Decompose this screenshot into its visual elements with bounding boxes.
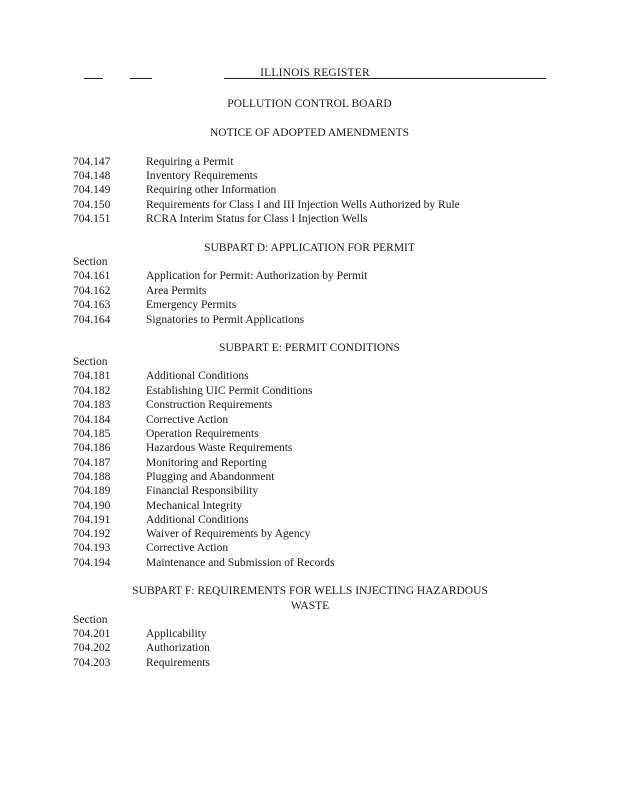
section-row: [73, 627, 553, 641]
section-row: [73, 369, 553, 383]
section-title: Applicability: [146, 628, 207, 640]
section-row: [73, 384, 553, 398]
section-row: [73, 556, 553, 570]
section-row: [73, 284, 553, 298]
section-title: Construction Requirements: [146, 399, 273, 411]
section-number: 704.201: [73, 628, 111, 640]
section-title: Application for Permit: Authorization by Permit: [146, 270, 368, 282]
section-title: Requirements for Class I and III Injection Wells Authorized by Rule: [146, 199, 460, 211]
section-title: Additional Conditions: [146, 370, 249, 382]
section-number: 704.203: [73, 657, 111, 669]
section-row: [73, 298, 553, 312]
section-number: 704.147: [73, 156, 111, 168]
section-number: 704.188: [73, 471, 111, 483]
section-number: 704.193: [73, 542, 111, 554]
section-title: Area Permits: [146, 285, 207, 297]
section-number: 704.183: [73, 399, 111, 411]
section-number: 704.194: [73, 557, 111, 569]
section-row: [73, 499, 553, 513]
subpart-f-heading: [110, 584, 510, 614]
section-title: Signatories to Permit Applications: [146, 314, 305, 326]
section-number: 704.163: [73, 299, 111, 311]
section-number: 704.191: [73, 514, 111, 526]
section-row: [73, 656, 553, 670]
section-title: Waiver of Requirements by Agency: [146, 528, 311, 540]
subpart-f-heading-line: WASTE: [290, 600, 330, 612]
section-row: [73, 169, 553, 183]
section-number: 704.162: [73, 285, 111, 297]
section-row: [73, 441, 553, 455]
section-row: [73, 641, 553, 655]
section-title: Corrective Action: [146, 542, 229, 554]
section-row: [73, 541, 553, 555]
notice-title: NOTICE OF ADOPTED AMENDMENTS: [209, 127, 410, 139]
section-row: [73, 513, 553, 527]
section-number: 704.190: [73, 500, 111, 512]
section-title: Operation Requirements: [146, 428, 259, 440]
section-number: 704.164: [73, 314, 111, 326]
section-title: Additional Conditions: [146, 514, 249, 526]
section-number: 704.184: [73, 414, 111, 426]
section-row: [73, 484, 553, 498]
section-number: 704.182: [73, 385, 111, 397]
section-row: [73, 398, 553, 412]
section-row: [73, 269, 553, 283]
section-number: 704.189: [73, 485, 111, 497]
section-label: Section: [73, 614, 108, 626]
section-number: 704.161: [73, 270, 111, 282]
subpart-e-heading: SUBPART E: PERMIT CONDITIONS: [219, 342, 400, 354]
section-title: Requirements: [146, 657, 210, 669]
section-label: Section: [73, 256, 108, 268]
section-title: Mechanical Integrity: [146, 500, 243, 512]
section-title: Hazardous Waste Requirements: [146, 442, 293, 454]
section-number: 704.151: [73, 213, 111, 225]
section-label: Section: [73, 356, 108, 368]
section-title: Emergency Permits: [146, 299, 237, 311]
section-title: RCRA Interim Status for Class I Injection Wells: [146, 213, 368, 225]
section-number: 704.186: [73, 442, 111, 454]
section-title: Maintenance and Submission of Records: [146, 557, 335, 569]
section-title: Financial Responsibility: [146, 485, 259, 497]
section-number: 704.148: [73, 170, 111, 182]
section-number: 704.149: [73, 184, 111, 196]
subpart-f-heading-line: SUBPART F: REQUIREMENTS FOR WELLS INJECTING HAZARDOUS: [132, 585, 488, 597]
section-row: [73, 527, 553, 541]
section-row: [73, 212, 553, 226]
section-title: Plugging and Abandonment: [146, 471, 275, 483]
section-row: [73, 427, 553, 441]
section-title: Requiring a Permit: [146, 156, 234, 168]
section-number: 704.150: [73, 199, 111, 211]
section-row: [73, 155, 553, 169]
section-title: Requiring other Information: [146, 184, 277, 196]
section-title: Inventory Requirements: [146, 170, 258, 182]
board-title: POLLUTION CONTROL BOARD: [227, 98, 392, 110]
section-title: Authorization: [146, 642, 210, 654]
section-title: Monitoring and Reporting: [146, 457, 267, 469]
section-title: Corrective Action: [146, 414, 229, 426]
section-number: 704.187: [73, 457, 111, 469]
register-header: [84, 67, 546, 81]
section-row: [73, 413, 553, 427]
section-row: [73, 470, 553, 484]
section-row: [73, 183, 553, 197]
section-row: [73, 198, 553, 212]
section-title: Establishing UIC Permit Conditions: [146, 385, 313, 397]
section-number: 704.181: [73, 370, 111, 382]
section-number: 704.202: [73, 642, 111, 654]
section-row: [73, 456, 553, 470]
section-number: 704.192: [73, 528, 111, 540]
section-number: 704.185: [73, 428, 111, 440]
register-title: ILLINOIS REGISTER: [260, 67, 370, 79]
section-row: [73, 313, 553, 327]
subpart-d-heading: SUBPART D: APPLICATION FOR PERMIT: [204, 242, 415, 254]
